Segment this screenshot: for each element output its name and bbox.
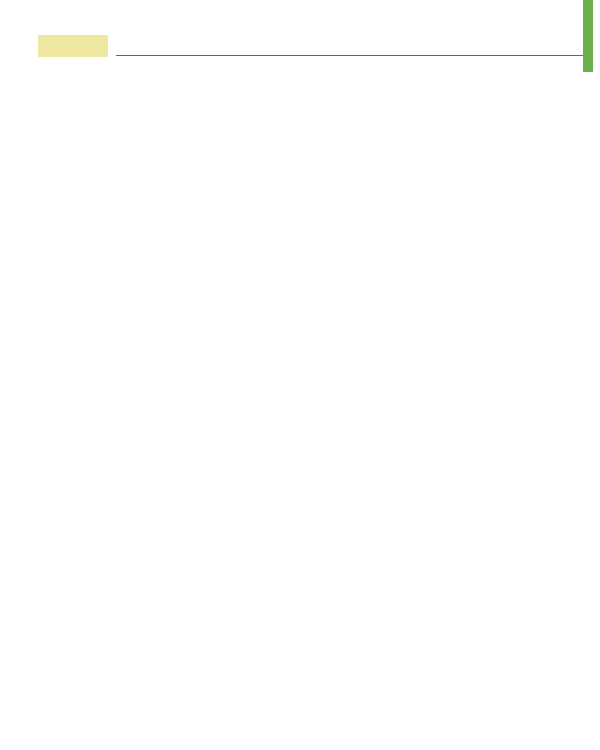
edge-color-bar (583, 0, 593, 72)
page-header (0, 0, 600, 56)
header-rule (116, 55, 586, 56)
page-number-tab (38, 35, 108, 57)
